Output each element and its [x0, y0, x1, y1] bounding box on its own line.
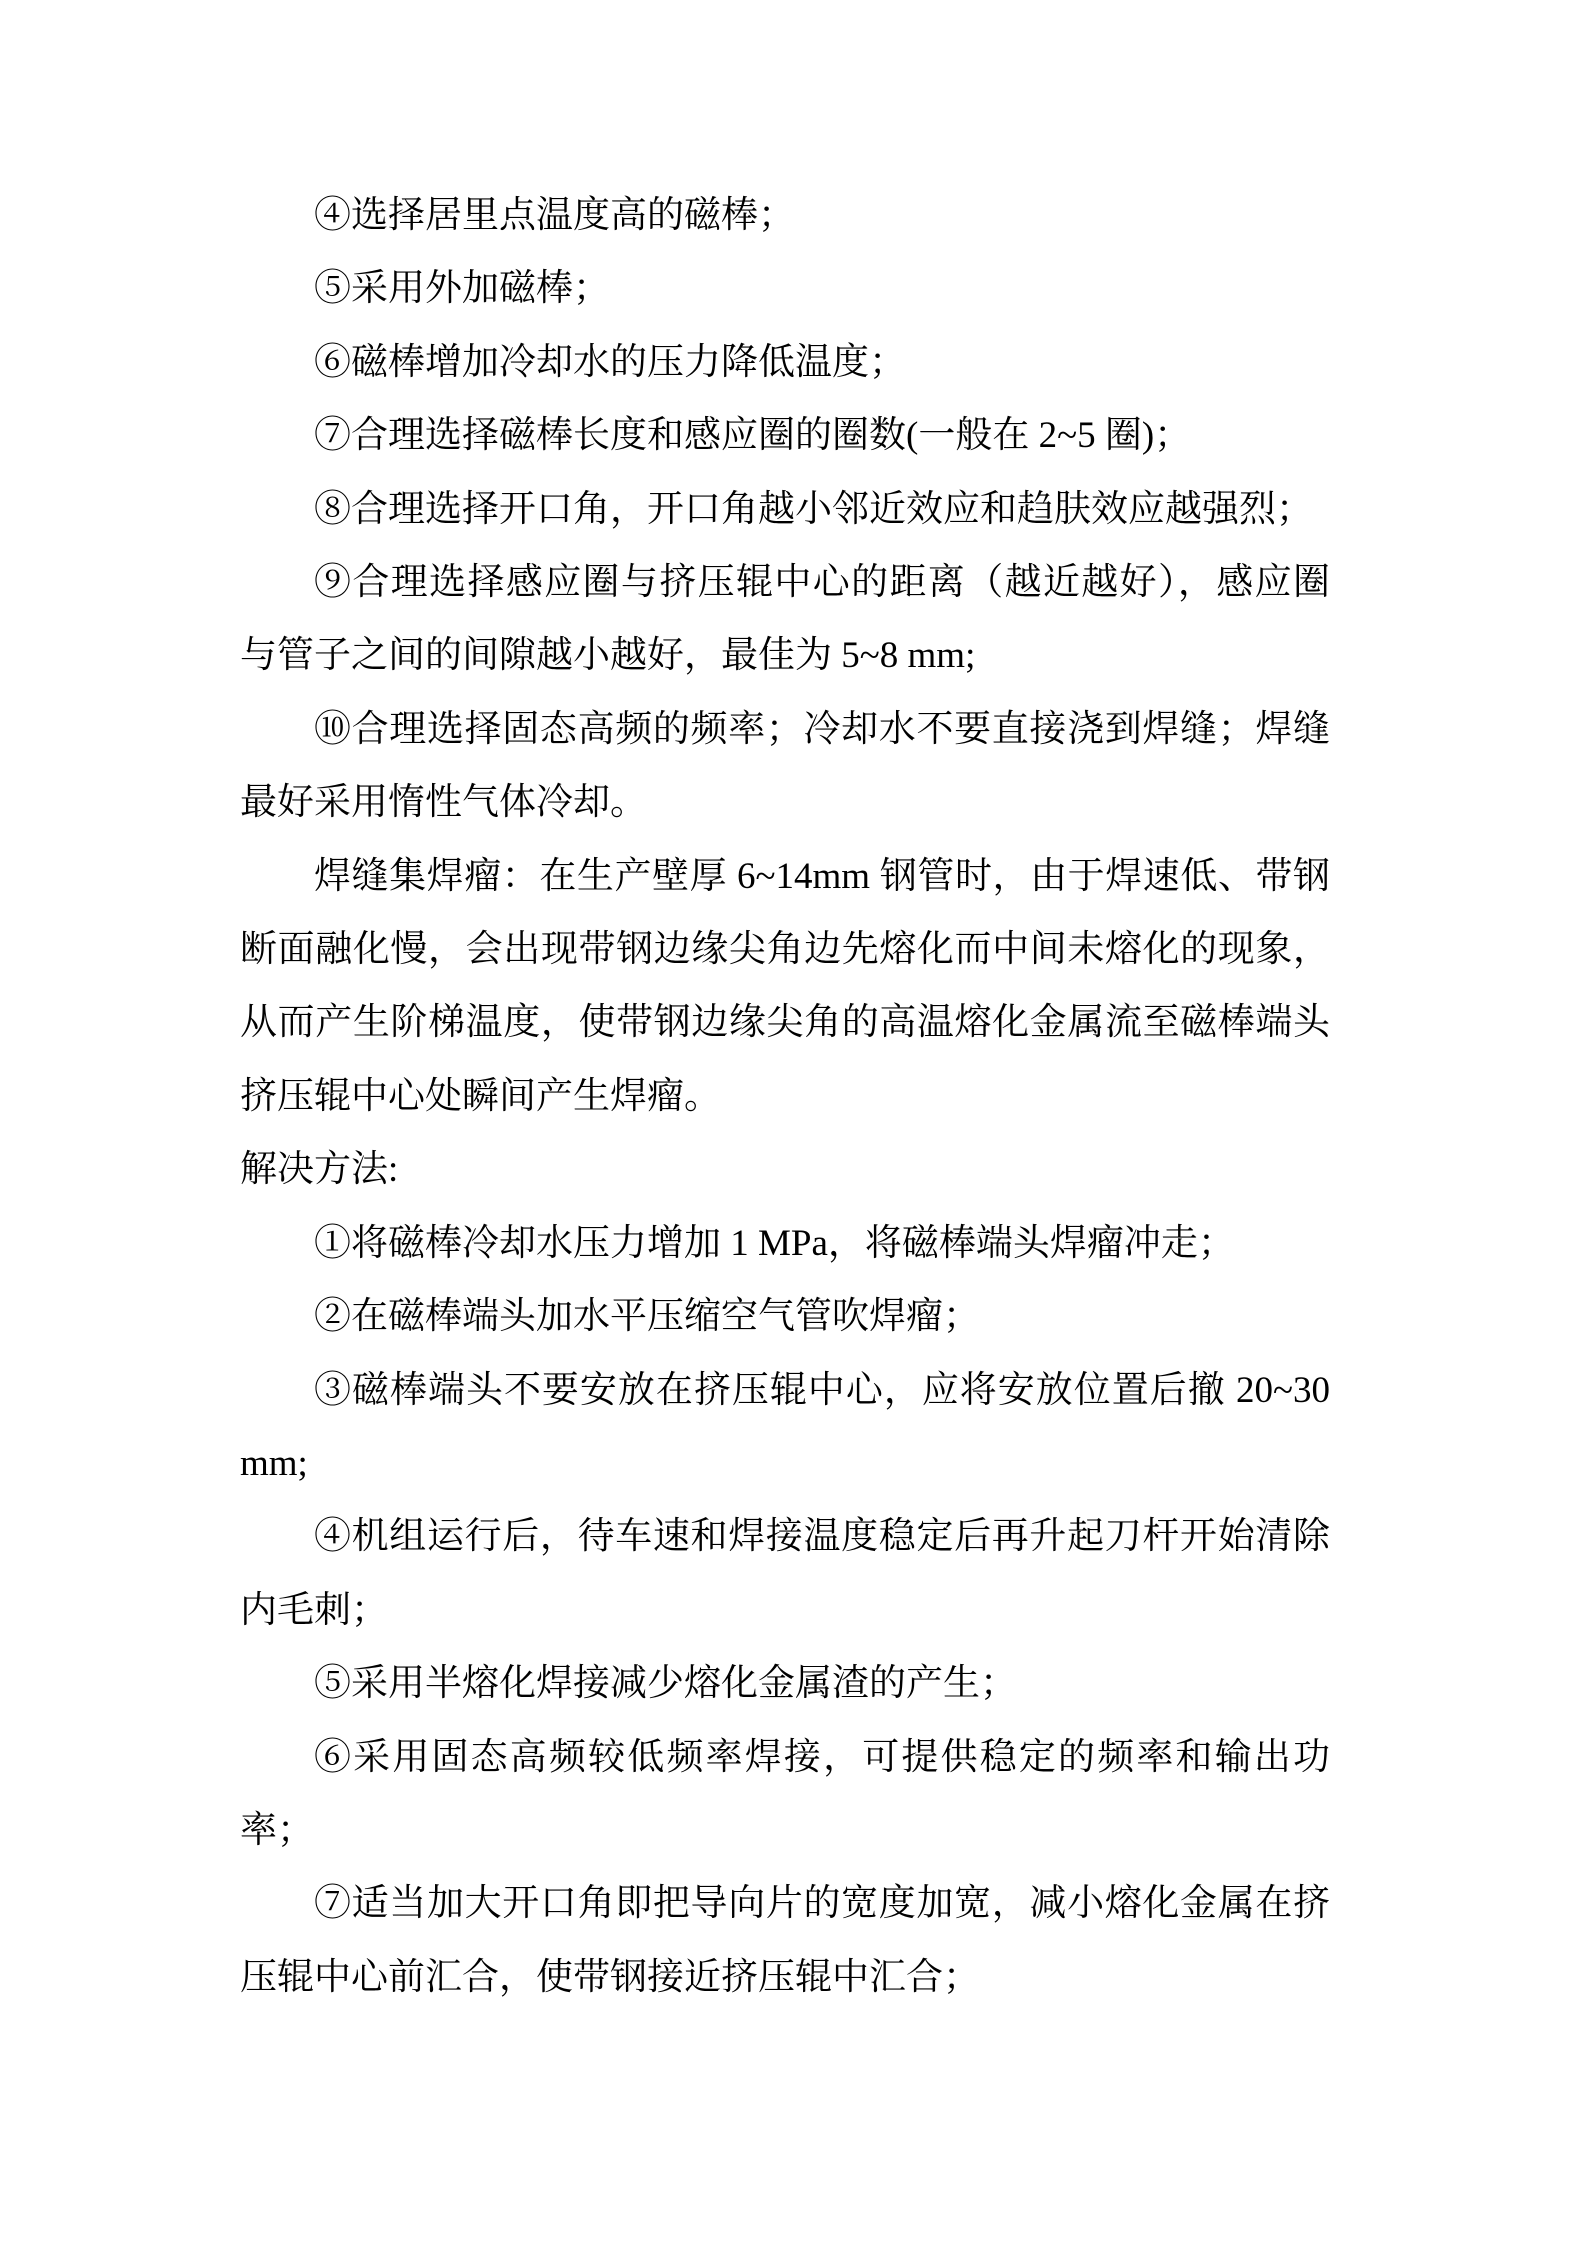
paragraph: ⑩合理选择固态高频的频率；冷却水不要直接浇到焊缝；焊缝最好采用惰性气体冷却。	[240, 708, 1330, 824]
paragraph: ⑧合理选择开口角，开口角越小邻近效应和趋肤效应越强烈；	[314, 488, 1313, 530]
paragraph: 解决方法:	[240, 1149, 399, 1191]
document-body	[240, 179, 1330, 2014]
paragraph: ②在磁棒端头加水平压缩空气管吹焊瘤；	[314, 1296, 980, 1338]
paragraph: ④选择居里点温度高的磁棒；	[314, 195, 795, 236]
paragraph: ⑤采用外加磁棒；	[314, 268, 610, 310]
paragraph: ⑥采用固态高频较低频率焊接，可提供稳定的频率和输出功率；	[240, 1736, 1330, 1851]
paragraph: ⑦合理选择磁棒长度和感应圈的圈数(一般在 2~5 圈)；	[314, 415, 1192, 457]
paragraph: ⑤采用半熔化焊接减少熔化金属渣的产生；	[314, 1663, 1017, 1705]
paragraph: 焊缝集焊瘤：在生产壁厚 6~14mm 钢管时，由于焊速低、带钢断面融化慢，会出现带钢边缘尖角边先熔化而中间未熔化的现象，从而产生阶梯温度，使带钢边缘尖角的高温熔化金属流至磁棒端头挤压辊中心处瞬间产生焊瘤。	[240, 855, 1330, 1117]
paragraph: ⑥磁棒增加冷却水的压力降低温度；	[314, 341, 906, 383]
paragraph: ③磁棒端头不要安放在挤压辊中心，应将安放位置后撤 20~30 mm;	[240, 1369, 1330, 1484]
paragraph: ①将磁棒冷却水压力增加 1 MPa，将磁棒端头焊瘤冲走；	[314, 1222, 1235, 1264]
paragraph: ⑨合理选择感应圈与挤压辊中心的距离（越近越好），感应圈与管子之间的间隙越小越好，最佳为 5~8 mm;	[240, 562, 1330, 677]
paragraph: ④机组运行后，待车速和焊接温度稳定后再升起刀杆开始清除内毛刺；	[240, 1516, 1330, 1631]
paragraph: ⑦适当加大开口角即把导向片的宽度加宽，减小熔化金属在挤压辊中心前汇合，使带钢接近挤压辊中汇合；	[240, 1883, 1330, 1998]
